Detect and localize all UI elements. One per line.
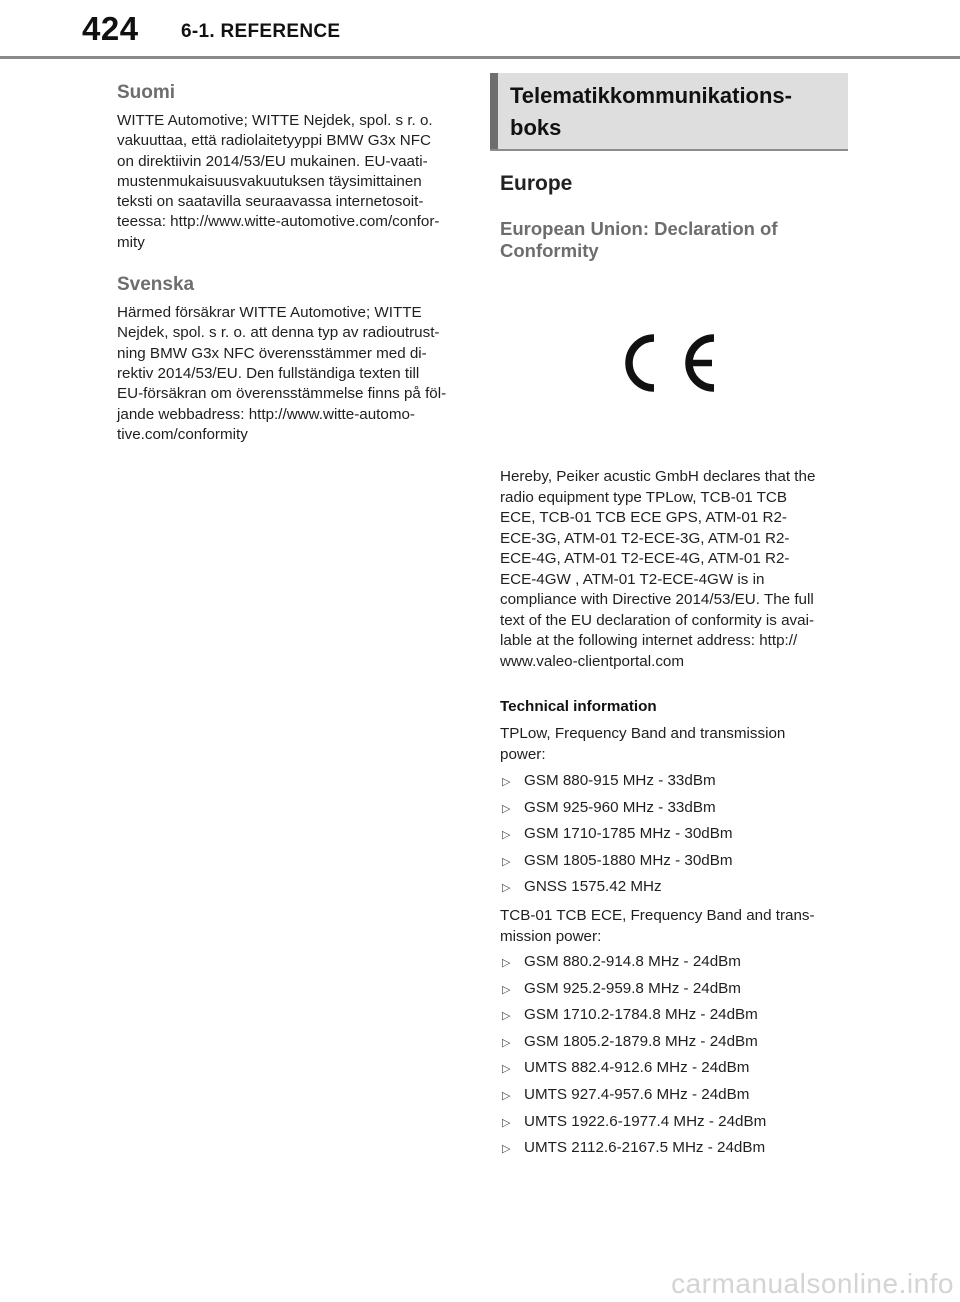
- list-item: ▷ GSM 1710-1785 MHz - 30dBm: [500, 824, 840, 851]
- bullet-triangle-icon: ▷: [502, 802, 511, 815]
- bullet-triangle-icon: ▷: [502, 1143, 511, 1156]
- bullet-triangle-icon: ▷: [502, 776, 511, 788]
- tplow-band-list: [500, 771, 840, 904]
- tplow-intro: TPLow, Frequency Band and transmission power:: [500, 725, 786, 763]
- list-item: ▷ GSM 880.2-914.8 MHz - 24dBm: [500, 952, 840, 979]
- left-column: [117, 80, 467, 445]
- list-item: ▷ GSM 880-915 MHz - 33dBm: [500, 771, 840, 798]
- chapter-title: Telematikkommunikations- boks: [510, 83, 792, 140]
- bullet-triangle-icon: ▷: [502, 1063, 511, 1076]
- chapter-box: [490, 73, 848, 151]
- list-item: ▷ UMTS 882.4-912.6 MHz - 24dBm: [500, 1058, 840, 1085]
- eu-declaration-text: Hereby, Peiker acustic GmbH declares that the radio equipment type TPLow, TCB-01 TCB ECE, TCB-01 TCB ECE GPS, ATM-01 R2- ECE-3G, ATM-01 T2-ECE-3G, ATM-01 R2- ECE-4G, ATM-01 T2-ECE-4G, ATM-01 R2- ECE-4GW , ATM-01 T2-ECE-4GW is in compliance with Directive 2014/53/EU. The full text of the EU declaration of conformity is avai- lable at the following internet address: http:// www.valeo-clientportal.com: [500, 468, 816, 670]
- svenska-text: Härmed försäkrar WITTE Automotive; WITTE Nejdek, spol. s r. o. att denna typ av radioutrust- ning BMW G3x NFC överensstämmer med di- rektiv 2014/53/EU. Den fullständiga texten till EU-försäkran om överensstämmelse finns på föl- jande webbadress: http://www.witte-automo- tive.com/conformity: [117, 304, 447, 443]
- list-item: ▷ GSM 1805-1880 MHz - 30dBm: [500, 851, 840, 878]
- chapter-accent-bar: [490, 73, 498, 149]
- bullet-triangle-icon: ▷: [502, 882, 511, 895]
- bullet-triangle-icon: ▷: [502, 855, 511, 868]
- bullet-triangle-icon: ▷: [502, 1089, 511, 1102]
- list-item: ▷ UMTS 1922.6-1977.4 MHz - 24dBm: [500, 1112, 840, 1139]
- list-item: ▷ UMTS 927.4-957.6 MHz - 24dBm: [500, 1085, 840, 1112]
- list-item: ▷ GSM 925.2-959.8 MHz - 24dBm: [500, 979, 840, 1006]
- page-number: 424: [82, 10, 139, 47]
- tcb-intro: TCB-01 TCB ECE, Frequency Band and trans- mission power:: [500, 907, 815, 945]
- technical-info-heading: Technical information: [500, 698, 657, 715]
- watermark: carmanualsonline.info: [671, 1268, 954, 1299]
- bullet-triangle-icon: ▷: [502, 829, 511, 842]
- eu-declaration-heading: European Union: Declaration of Conformity: [500, 218, 778, 261]
- bullet-triangle-icon: ▷: [502, 957, 511, 969]
- bullet-triangle-icon: ▷: [502, 1116, 511, 1129]
- suomi-text: WITTE Automotive; WITTE Nejdek, spol. s r. o. vakuuttaa, että radiolaitetyyppi BMW G3x NFC on direktiivin 2014/53/EU mukainen. EU-vaati- mustenmukaisuusvakuutuksen täysimittainen teksti on saatavilla seuraavassa internetosoit- teessa: http://www.witte-automotive.com/confor- mity: [117, 112, 440, 251]
- list-item: ▷ GSM 1805.2-1879.8 MHz - 24dBm: [500, 1032, 840, 1059]
- list-item: ▷ UMTS 2112.6-2167.5 MHz - 24dBm: [500, 1138, 840, 1165]
- list-item: ▷ GSM 1710.2-1784.8 MHz - 24dBm: [500, 1005, 840, 1032]
- bullet-triangle-icon: ▷: [502, 1036, 511, 1049]
- tcb-band-list: [500, 952, 840, 1165]
- list-item: ▷ GNSS 1575.42 MHz: [500, 877, 840, 904]
- page-header: [0, 0, 960, 62]
- header-rule: [0, 56, 960, 59]
- ce-conformity-mark-icon: [618, 330, 720, 396]
- region-heading: Europe: [500, 172, 573, 195]
- bullet-triangle-icon: ▷: [502, 1010, 511, 1023]
- suomi-heading: Suomi: [117, 82, 176, 103]
- list-item: ▷ GSM 925-960 MHz - 33dBm: [500, 798, 840, 825]
- section-title: 6-1. REFERENCE: [181, 21, 341, 42]
- svenska-heading: Svenska: [117, 274, 195, 296]
- bullet-triangle-icon: ▷: [502, 983, 511, 996]
